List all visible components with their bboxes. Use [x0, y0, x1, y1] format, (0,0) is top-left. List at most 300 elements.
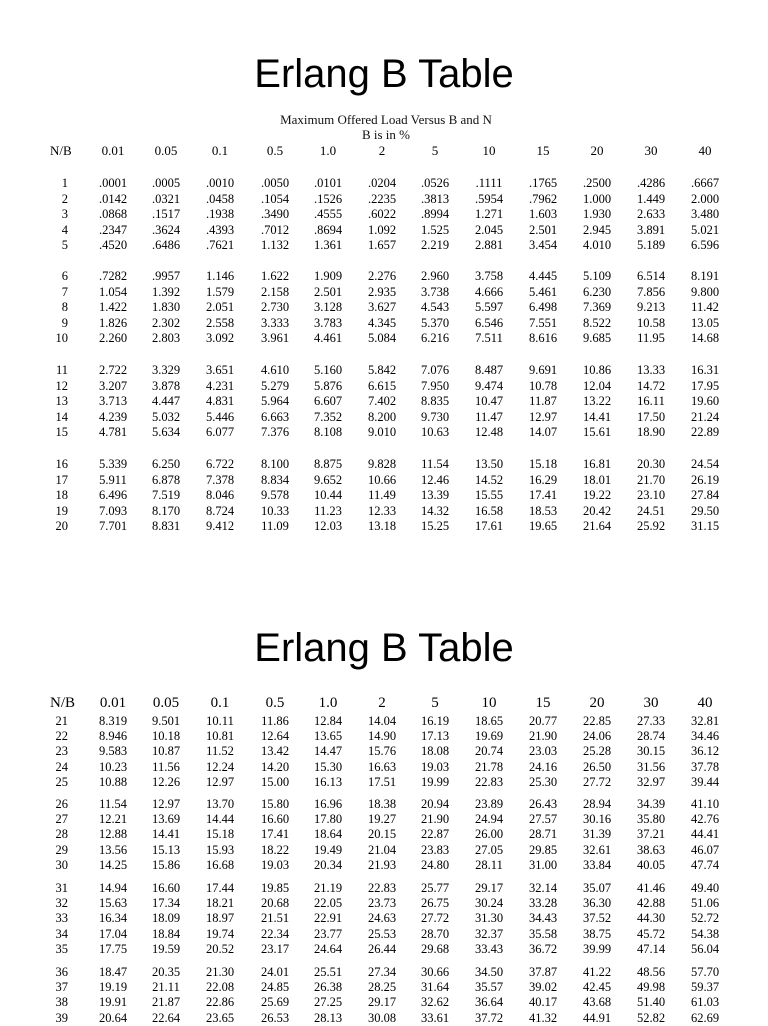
value-cell: 9.730 — [420, 409, 450, 424]
value-cell: 37.78 — [690, 759, 720, 774]
column-header: 30 — [644, 143, 658, 158]
row-n-cell: 21 — [55, 714, 68, 728]
value-cell: 3.627 — [367, 300, 397, 314]
value-cell: 32.37 — [474, 926, 504, 941]
value-cell: 25.69 — [260, 995, 290, 1010]
value-cell: 26.38 — [313, 980, 343, 995]
value-cell: 52.82 — [636, 1010, 666, 1025]
column-header-row — [0, 143, 768, 159]
value-cell: 34.43 — [528, 911, 558, 926]
value-cell: 12.21 — [98, 812, 128, 827]
value-cell: 29.17 — [367, 995, 397, 1010]
value-cell: 40.17 — [528, 995, 558, 1010]
column-header-row — [0, 694, 768, 710]
value-cell: 27.33 — [636, 714, 666, 728]
page-title: Erlang B Table — [254, 52, 514, 96]
value-cell: 31.30 — [474, 911, 504, 926]
value-cell: .0204 — [367, 176, 397, 190]
value-cell: 24.54 — [690, 457, 720, 471]
value-cell: 34.46 — [690, 729, 720, 744]
value-cell: 24.06 — [582, 729, 612, 744]
value-cell: 21.90 — [528, 729, 558, 744]
value-cell: 18.53 — [528, 503, 558, 518]
value-cell: 34.39 — [636, 797, 666, 811]
value-cell: 16.11 — [637, 394, 665, 408]
value-cell: 5.160 — [313, 363, 343, 377]
value-cell: 4.781 — [98, 425, 128, 439]
value-cell: 12.46 — [420, 472, 450, 487]
value-cell: 25.53 — [367, 926, 397, 941]
value-cell: 36.30 — [582, 896, 612, 911]
value-cell: 2.722 — [98, 363, 128, 377]
column-header: 40 — [698, 143, 712, 158]
value-cell: 18.97 — [205, 911, 235, 926]
value-cell: 17.80 — [313, 812, 343, 827]
value-cell: .1526 — [313, 191, 343, 206]
value-cell: 17.50 — [636, 409, 666, 424]
value-cell: 25.77 — [420, 881, 450, 895]
value-cell: .0050 — [260, 176, 290, 190]
value-cell: 27.72 — [582, 774, 612, 789]
value-cell: 2.302 — [151, 315, 181, 330]
value-cell: .7962 — [528, 191, 558, 206]
value-cell: 13.65 — [313, 729, 343, 744]
value-cell: 2.051 — [205, 300, 235, 314]
value-cell: 20.34 — [313, 857, 343, 872]
value-cell: 20.94 — [420, 797, 450, 811]
column-header: 5 — [431, 695, 439, 711]
value-cell: 8.835 — [420, 394, 450, 408]
value-cell: 26.50 — [582, 759, 612, 774]
value-cell: 33.28 — [528, 896, 558, 911]
value-cell: 15.55 — [474, 488, 504, 502]
value-cell: 19.60 — [690, 394, 720, 408]
value-cell: 1.361 — [313, 238, 343, 252]
value-cell: .0868 — [98, 207, 128, 221]
value-cell: 18.22 — [260, 842, 290, 857]
value-cell: 22.87 — [420, 827, 450, 842]
value-cell: 2.045 — [474, 222, 504, 237]
value-cell: .3490 — [260, 207, 290, 221]
value-cell: 24.01 — [260, 965, 290, 979]
value-cell: .0321 — [151, 191, 181, 206]
value-cell: 13.70 — [205, 797, 235, 811]
value-cell: 62.69 — [690, 1010, 720, 1025]
value-cell: 5.461 — [528, 284, 558, 299]
value-cell: 17.51 — [367, 774, 397, 789]
value-cell: 18.21 — [205, 896, 235, 911]
value-cell: .4393 — [205, 222, 235, 237]
value-cell: 20.68 — [260, 896, 290, 911]
value-cell: 7.352 — [313, 409, 343, 424]
row-n-cell: 5 — [61, 238, 68, 252]
value-cell: .0005 — [151, 176, 181, 190]
row-n-cell: 27 — [55, 812, 68, 827]
value-cell: 16.13 — [313, 774, 343, 789]
value-cell: 35.58 — [528, 926, 558, 941]
value-cell: 15.63 — [98, 896, 128, 911]
value-cell: 44.30 — [636, 911, 666, 926]
value-cell: 8.108 — [313, 425, 343, 439]
value-cell: 9.213 — [636, 300, 666, 314]
column-header: 30 — [643, 695, 659, 711]
value-cell: 45.72 — [636, 926, 666, 941]
value-cell: 61.03 — [690, 995, 720, 1010]
value-cell: 41.32 — [528, 1010, 558, 1025]
value-cell: 49.40 — [690, 881, 720, 895]
value-cell: .1517 — [151, 207, 181, 221]
value-cell: 12.24 — [205, 759, 235, 774]
value-cell: 15.18 — [528, 457, 558, 471]
value-cell: 3.713 — [98, 394, 128, 408]
value-cell: 31.39 — [582, 827, 612, 842]
value-cell: 13.56 — [98, 842, 128, 857]
value-cell: .9957 — [151, 269, 181, 283]
value-cell: 6.663 — [260, 409, 290, 424]
value-cell: 30.08 — [367, 1010, 397, 1025]
value-cell: 22.83 — [474, 774, 504, 789]
value-cell: .6667 — [690, 176, 720, 190]
value-cell: 10.81 — [205, 729, 235, 744]
value-cell: 2.000 — [690, 191, 720, 206]
value-cell: 8.834 — [260, 472, 290, 487]
value-cell: 17.13 — [420, 729, 450, 744]
row-n-cell: 7 — [61, 284, 68, 299]
value-cell: 13.22 — [582, 394, 612, 408]
value-cell: 5.370 — [420, 315, 450, 330]
corner-label: N/B — [50, 695, 76, 711]
value-cell: 7.093 — [98, 503, 128, 518]
value-cell: 19.74 — [205, 926, 235, 941]
value-cell: 36.64 — [474, 995, 504, 1010]
value-cell: 19.85 — [260, 881, 290, 895]
value-cell: 13.33 — [636, 363, 666, 377]
value-cell: 12.64 — [260, 729, 290, 744]
value-cell: 9.474 — [474, 378, 504, 393]
value-cell: 28.71 — [528, 827, 558, 842]
value-cell: 11.09 — [261, 519, 289, 533]
value-cell: 28.70 — [420, 926, 450, 941]
value-cell: 19.03 — [260, 857, 290, 872]
row-n-cell: 22 — [55, 729, 68, 744]
value-cell: 6.546 — [474, 315, 504, 330]
row-n-cell: 16 — [55, 457, 68, 471]
value-cell: 34.50 — [474, 965, 504, 979]
value-cell: .3624 — [151, 222, 181, 237]
value-cell: 28.74 — [636, 729, 666, 744]
value-cell: 2.960 — [420, 269, 450, 283]
value-cell: 33.43 — [474, 941, 504, 956]
value-cell: 5.876 — [313, 378, 343, 393]
value-cell: 10.18 — [151, 729, 181, 744]
value-cell: 2.260 — [98, 331, 128, 345]
row-n-cell: 30 — [55, 857, 68, 872]
value-cell: 15.76 — [367, 744, 397, 759]
value-cell: .1938 — [205, 207, 235, 221]
column-header: 0.5 — [265, 695, 285, 711]
value-cell: 7.856 — [636, 284, 666, 299]
value-cell: 12.03 — [313, 519, 343, 533]
row-n-cell: 39 — [55, 1010, 68, 1025]
value-cell: 41.22 — [582, 965, 612, 979]
value-cell: 8.191 — [690, 269, 720, 283]
value-cell: 11.54 — [99, 797, 127, 811]
value-cell: 16.63 — [367, 759, 397, 774]
value-cell: 4.666 — [474, 284, 504, 299]
value-cell: 40.05 — [636, 857, 666, 872]
value-cell: 39.02 — [528, 980, 558, 995]
value-cell: 26.00 — [474, 827, 504, 842]
value-cell: 11.52 — [206, 744, 234, 759]
value-cell: 13.39 — [420, 488, 450, 502]
value-cell: 14.04 — [367, 714, 397, 728]
value-cell: 18.90 — [636, 425, 666, 439]
value-cell: 37.21 — [636, 827, 666, 842]
value-cell: 14.52 — [474, 472, 504, 487]
value-cell: .0458 — [205, 191, 235, 206]
value-cell: .1765 — [528, 176, 558, 190]
row-n-cell: 13 — [55, 394, 68, 408]
value-cell: 21.70 — [636, 472, 666, 487]
value-cell: 23.65 — [205, 1010, 235, 1025]
value-cell: 23.10 — [636, 488, 666, 502]
value-cell: 3.454 — [528, 238, 558, 252]
value-cell: 16.31 — [690, 363, 720, 377]
value-cell: 44.91 — [582, 1010, 612, 1025]
value-cell: 13.50 — [474, 457, 504, 471]
value-cell: 16.34 — [98, 911, 128, 926]
value-cell: 3.092 — [205, 331, 235, 345]
value-cell: 22.89 — [690, 425, 720, 439]
value-cell: 32.97 — [636, 774, 666, 789]
value-cell: 43.68 — [582, 995, 612, 1010]
value-cell: 23.83 — [420, 842, 450, 857]
value-cell: 22.85 — [582, 714, 612, 728]
value-cell: 1.422 — [98, 300, 128, 314]
value-cell: 4.445 — [528, 269, 558, 283]
value-cell: 5.911 — [99, 472, 127, 487]
value-cell: 5.964 — [260, 394, 290, 408]
value-cell: .4520 — [98, 238, 128, 252]
column-header: 0.5 — [266, 143, 284, 158]
value-cell: 24.94 — [474, 812, 504, 827]
value-cell: 10.86 — [582, 363, 612, 377]
value-cell: 8.200 — [367, 409, 397, 424]
value-cell: 23.17 — [260, 941, 290, 956]
value-cell: 25.51 — [313, 965, 343, 979]
value-cell: 16.81 — [582, 457, 612, 471]
value-cell: 1.909 — [313, 269, 343, 283]
value-cell: 36.72 — [528, 941, 558, 956]
value-cell: 5.597 — [474, 300, 504, 314]
value-cell: 7.369 — [582, 300, 612, 314]
value-cell: 16.58 — [474, 503, 504, 518]
value-cell: 9.828 — [367, 457, 397, 471]
row-n-cell: 18 — [55, 488, 68, 502]
value-cell: 30.24 — [474, 896, 504, 911]
value-cell: 7.511 — [475, 331, 503, 345]
row-n-cell: 38 — [55, 995, 68, 1010]
value-cell: 19.99 — [420, 774, 450, 789]
value-cell: 18.64 — [313, 827, 343, 842]
value-cell: 10.78 — [528, 378, 558, 393]
value-cell: 28.94 — [582, 797, 612, 811]
value-cell: 42.45 — [582, 980, 612, 995]
value-cell: 1.830 — [151, 300, 181, 314]
value-cell: 1.132 — [260, 238, 290, 252]
value-cell: 27.72 — [420, 911, 450, 926]
value-cell: 8.100 — [260, 457, 290, 471]
value-cell: 19.27 — [367, 812, 397, 827]
value-cell: 56.04 — [690, 941, 720, 956]
value-cell: 6.615 — [367, 378, 397, 393]
value-cell: 32.14 — [528, 881, 558, 895]
value-cell: 26.44 — [367, 941, 397, 956]
value-cell: 16.19 — [420, 714, 450, 728]
value-cell: 9.652 — [313, 472, 343, 487]
row-n-cell: 34 — [55, 926, 68, 941]
value-cell: 11.23 — [314, 503, 342, 518]
value-cell: .4555 — [313, 207, 343, 221]
value-cell: 11.49 — [368, 488, 396, 502]
row-n-cell: 35 — [55, 941, 68, 956]
value-cell: 12.33 — [367, 503, 397, 518]
value-cell: 7.519 — [151, 488, 181, 502]
value-cell: 38.75 — [582, 926, 612, 941]
column-header: 40 — [697, 695, 713, 711]
value-cell: 31.15 — [690, 519, 720, 533]
value-cell: .0526 — [420, 176, 450, 190]
value-cell: 15.13 — [151, 842, 181, 857]
value-cell: 18.09 — [151, 911, 181, 926]
value-cell: 35.07 — [582, 881, 612, 895]
value-cell: 30.15 — [636, 744, 666, 759]
value-cell: 51.40 — [636, 995, 666, 1010]
value-cell: 22.83 — [367, 881, 397, 895]
value-cell: 14.32 — [420, 503, 450, 518]
page-title: Erlang B Table — [254, 626, 514, 670]
value-cell: 2.219 — [420, 238, 450, 252]
value-cell: 15.61 — [582, 425, 612, 439]
value-cell: 1.579 — [205, 284, 235, 299]
value-cell: 27.05 — [474, 842, 504, 857]
value-cell: 8.319 — [98, 714, 128, 728]
value-cell: 19.69 — [474, 729, 504, 744]
value-cell: 17.41 — [260, 827, 290, 842]
value-cell: 16.60 — [151, 881, 181, 895]
value-cell: 6.250 — [151, 457, 181, 471]
value-cell: 3.333 — [260, 315, 290, 330]
value-cell: 16.60 — [260, 812, 290, 827]
value-cell: 5.109 — [582, 269, 612, 283]
value-cell: 6.514 — [636, 269, 666, 283]
value-cell: 2.803 — [151, 331, 181, 345]
value-cell: 26.19 — [690, 472, 720, 487]
value-cell: 29.68 — [420, 941, 450, 956]
column-header: 0.05 — [152, 695, 180, 711]
row-n-cell: 6 — [61, 269, 68, 283]
value-cell: 21.11 — [152, 980, 180, 995]
value-cell: 48.56 — [636, 965, 666, 979]
value-cell: .8994 — [420, 207, 450, 221]
value-cell: 10.87 — [151, 744, 181, 759]
value-cell: 24.64 — [313, 941, 343, 956]
value-cell: 18.08 — [420, 744, 450, 759]
value-cell: .7621 — [205, 238, 235, 252]
value-cell: 14.44 — [205, 812, 235, 827]
value-cell: .0001 — [98, 176, 128, 190]
row-n-cell: 4 — [61, 222, 68, 237]
value-cell: 6.607 — [313, 394, 343, 408]
row-n-cell: 37 — [55, 980, 68, 995]
value-cell: 59.37 — [690, 980, 720, 995]
value-cell: 17.44 — [205, 881, 235, 895]
value-cell: .0101 — [313, 176, 343, 190]
value-cell: 29.85 — [528, 842, 558, 857]
value-cell: 12.84 — [313, 714, 343, 728]
value-cell: 4.010 — [582, 238, 612, 252]
value-cell: 25.92 — [636, 519, 666, 533]
column-header: 0.1 — [210, 695, 230, 711]
value-cell: 10.66 — [367, 472, 397, 487]
row-n-cell: 1 — [61, 176, 68, 190]
value-cell: 25.30 — [528, 774, 558, 789]
value-cell: 21.90 — [420, 812, 450, 827]
value-cell: 49.98 — [636, 980, 666, 995]
value-cell: 32.61 — [582, 842, 612, 857]
value-cell: .2235 — [367, 191, 397, 206]
column-header: 15 — [536, 143, 550, 158]
value-cell: 19.19 — [98, 980, 128, 995]
value-cell: 1.000 — [582, 191, 612, 206]
value-cell: 38.63 — [636, 842, 666, 857]
value-cell: 23.89 — [474, 797, 504, 811]
value-cell: 15.18 — [205, 827, 235, 842]
row-n-cell: 9 — [61, 315, 68, 330]
value-cell: .1111 — [475, 176, 503, 190]
value-cell: 26.75 — [420, 896, 450, 911]
value-cell: 5.446 — [205, 409, 235, 424]
value-cell: 13.05 — [690, 315, 720, 330]
column-header: 20 — [589, 695, 605, 711]
value-cell: 5.021 — [690, 222, 720, 237]
value-cell: 10.23 — [98, 759, 128, 774]
value-cell: 47.14 — [636, 941, 666, 956]
value-cell: 14.20 — [260, 759, 290, 774]
value-cell: 12.88 — [98, 827, 128, 842]
value-cell: 22.86 — [205, 995, 235, 1010]
value-cell: 11.87 — [529, 394, 557, 408]
value-cell: 21.93 — [367, 857, 397, 872]
value-cell: 8.724 — [205, 503, 235, 518]
row-n-cell: 20 — [55, 519, 68, 533]
value-cell: 15.80 — [260, 797, 290, 811]
value-cell: 17.61 — [474, 519, 504, 533]
value-cell: 22.91 — [313, 911, 343, 926]
value-cell: 32.62 — [420, 995, 450, 1010]
value-cell: .3813 — [420, 191, 450, 206]
value-cell: 11.47 — [475, 409, 503, 424]
value-cell: 15.86 — [151, 857, 181, 872]
value-cell: 15.93 — [205, 842, 235, 857]
value-cell: 47.74 — [690, 857, 720, 872]
value-cell: 9.412 — [205, 519, 235, 533]
value-cell: 16.96 — [313, 797, 343, 811]
value-cell: 28.11 — [475, 857, 503, 872]
value-cell: 3.783 — [313, 315, 343, 330]
value-cell: 6.722 — [205, 457, 235, 471]
value-cell: 3.128 — [313, 300, 343, 314]
